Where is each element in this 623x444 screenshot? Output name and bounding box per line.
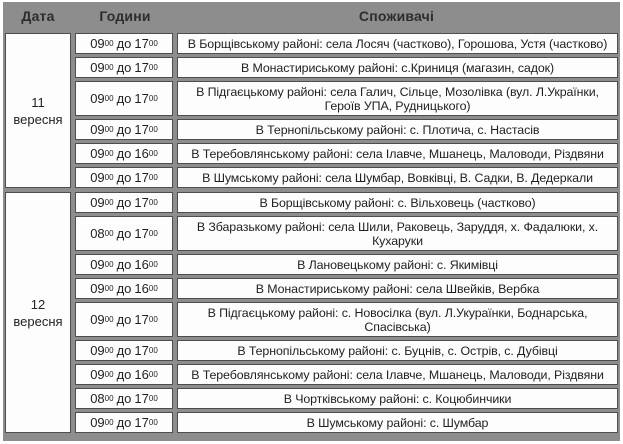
consumers-cell: В Шумському районі: села Шумбар, Вовківці, В. Садки, В. Дедеркали	[177, 167, 618, 188]
time-range: 08 00 до 17 00	[75, 216, 173, 251]
table-row	[75, 57, 618, 78]
date-day: 11	[31, 94, 45, 110]
time-to-hour: 17	[134, 226, 149, 241]
time-range: 09 00 до 16 00	[75, 143, 173, 164]
table-row	[75, 302, 618, 337]
time-from-hour: 09	[90, 91, 105, 106]
time-range: 09 00 до 17 00	[75, 33, 173, 54]
time-separator: до	[116, 122, 132, 137]
header-hours: Години	[99, 8, 151, 24]
time-separator: до	[116, 170, 132, 185]
time-range: 09 00 до 16 00	[75, 364, 173, 385]
date-cell	[5, 192, 71, 433]
table-row	[75, 192, 618, 213]
time-to-hour: 16	[134, 257, 149, 272]
consumers-cell: В Чортківському районі: с. Коцюбинчики	[177, 388, 618, 409]
time-separator: до	[116, 146, 132, 161]
time-range: 09 00 до 16 00	[75, 278, 173, 299]
time-range: 09 00 до 17 00	[75, 119, 173, 140]
section-rows	[75, 192, 618, 433]
time-from-hour: 09	[90, 170, 105, 185]
header-date: Дата	[21, 8, 55, 24]
time-to-hour: 16	[134, 367, 149, 382]
table-row	[75, 278, 618, 299]
time-separator: до	[116, 226, 132, 241]
table-row	[75, 412, 618, 433]
time-to-hour: 17	[134, 60, 149, 75]
time-separator: до	[116, 195, 132, 210]
consumers-cell: В Шумському районі: с. Шумбар	[177, 412, 618, 433]
time-from-hour: 08	[90, 391, 105, 406]
table-row	[75, 254, 618, 275]
table-row	[75, 216, 618, 251]
time-to-hour: 17	[134, 91, 149, 106]
table-header-row	[5, 2, 618, 30]
table-row	[75, 167, 618, 188]
time-range: 09 00 до 17 00	[75, 81, 173, 116]
time-to-hour: 17	[134, 170, 149, 185]
consumers-cell: В Борщівському районі: села Лосяч (частково), Горошова, Устя (частково)	[177, 33, 618, 54]
date-month: вересня	[13, 111, 63, 127]
time-from-hour: 09	[90, 415, 105, 430]
time-to-hour: 17	[134, 391, 149, 406]
time-from-hour: 09	[90, 36, 105, 51]
time-from-hour: 09	[90, 281, 105, 296]
time-from-hour: 09	[90, 343, 105, 358]
time-to-hour: 16	[134, 281, 149, 296]
time-to-hour: 17	[134, 122, 149, 137]
consumers-cell: В Тернопільському районі: с. Буцнів, с. Острів, с. Дубівці	[177, 340, 618, 361]
section-rows	[75, 33, 618, 188]
consumers-cell: В Тернопільському районі: с. Плотича, с. Настасів	[177, 119, 618, 140]
time-to-hour: 16	[134, 146, 149, 161]
table-row	[75, 81, 618, 116]
time-to-hour: 17	[134, 36, 149, 51]
time-from-hour: 09	[90, 195, 105, 210]
time-separator: до	[116, 60, 132, 75]
time-range: 09 00 до 16 00	[75, 254, 173, 275]
date-month: вересня	[13, 313, 63, 329]
time-from-hour: 09	[90, 257, 105, 272]
time-separator: до	[116, 91, 132, 106]
time-range: 09 00 до 17 00	[75, 167, 173, 188]
time-separator: до	[116, 391, 132, 406]
table-row	[75, 33, 618, 54]
time-from-hour: 09	[90, 60, 105, 75]
time-to-hour: 17	[134, 343, 149, 358]
time-separator: до	[116, 367, 132, 382]
time-separator: до	[116, 343, 132, 358]
time-range: 09 00 до 17 00	[75, 57, 173, 78]
section-sep-11	[5, 33, 618, 188]
time-range: 09 00 до 17 00	[75, 302, 173, 337]
time-to-hour: 17	[134, 312, 149, 327]
consumers-cell: В Збаразькому районі: села Шили, Раковець, Заруддя, х. Фадалюки, х. Кухаруки	[177, 216, 618, 251]
table-row	[75, 364, 618, 385]
table-row	[75, 388, 618, 409]
consumers-cell: В Підгаєцькому районі: села Галич, Сільце, Мозолівка (вул. Л.Українки, Героїв УПА, Рудницького)	[177, 81, 618, 116]
consumers-cell: В Підгаєцькому районі: с. Новосілка (вул. Л.Укураїнки, Боднарська, Спасівська)	[177, 302, 618, 337]
time-range: 09 00 до 17 00	[75, 412, 173, 433]
consumers-cell: В Монастириському районі: села Швейків, Вербка	[177, 278, 618, 299]
time-from-hour: 09	[90, 122, 105, 137]
time-range: 08 00 до 17 00	[75, 388, 173, 409]
date-cell	[5, 33, 71, 188]
section-sep-12	[5, 192, 618, 433]
time-from-hour: 08	[90, 226, 105, 241]
time-range: 09 00 до 17 00	[75, 192, 173, 213]
table-row	[75, 119, 618, 140]
time-separator: до	[116, 281, 132, 296]
table-row	[75, 143, 618, 164]
time-range: 09 00 до 17 00	[75, 340, 173, 361]
time-separator: до	[116, 312, 132, 327]
date-day: 12	[30, 296, 46, 312]
time-separator: до	[116, 415, 132, 430]
consumers-cell: В Теребовлянському районі: села Ілавче, Мшанець, Маловоди, Різдвяни	[177, 143, 618, 164]
time-from-hour: 09	[90, 312, 105, 327]
consumers-cell: В Борщівському районі: с. Вільховець (частково)	[177, 192, 618, 213]
time-from-hour: 09	[90, 367, 105, 382]
consumers-cell: В Монастириському районі: с.Криниця (магазин, садок)	[177, 57, 618, 78]
consumers-cell: В Лановецькому районі: с. Якимівці	[177, 254, 618, 275]
header-consumers: Споживачі	[358, 8, 435, 24]
time-separator: до	[116, 257, 132, 272]
table-grid	[3, 2, 620, 441]
consumers-cell: В Теребовлянському районі: села Ілавче, Мшанець, Маловоди, Різдвяни	[177, 364, 618, 385]
time-to-hour: 17	[134, 415, 149, 430]
time-from-hour: 09	[90, 146, 105, 161]
time-to-hour: 17	[134, 195, 149, 210]
table-row	[75, 340, 618, 361]
time-separator: до	[116, 36, 132, 51]
